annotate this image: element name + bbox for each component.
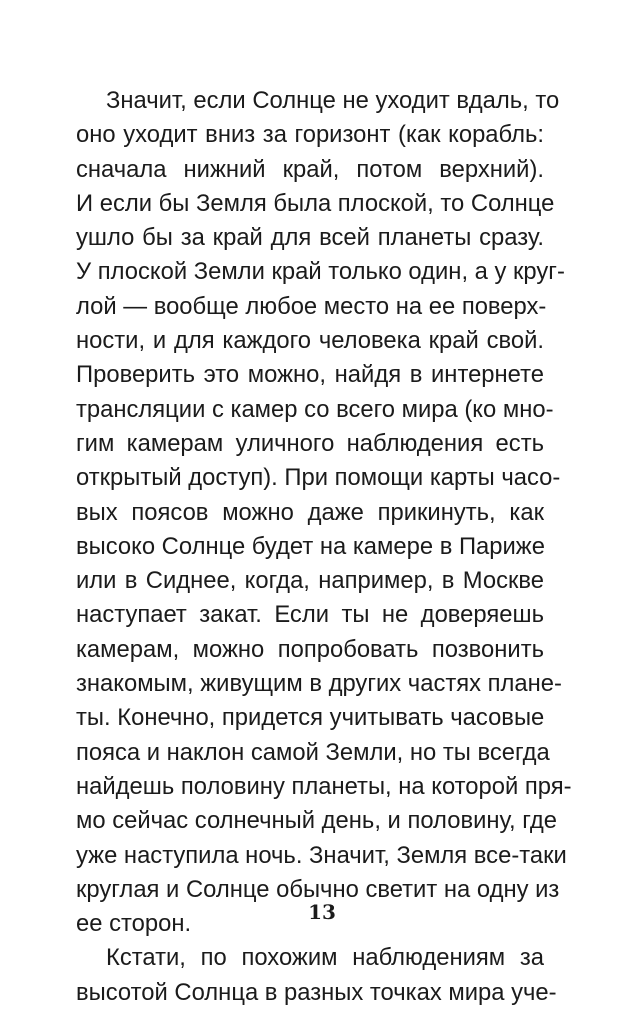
text-line: найдешь половину планеты, на которой пря- (76, 772, 572, 800)
text-line: И если бы Земля была плоской, то Солнце (76, 189, 555, 217)
text-line: Значит, если Солнце не уходит вдаль, то (106, 87, 560, 114)
text-line: открытый доступ). При помощи карты часо- (76, 464, 561, 492)
text-line: лой — вообще любое место на ее поверх- (76, 292, 547, 320)
page-number: 13 (308, 900, 336, 924)
text-line: наступает закат. Если ты не доверяешь (76, 601, 544, 629)
text-line: гим камерам уличного наблюдения есть (76, 429, 544, 457)
text-line: сначала нижний край, потом верхний). (76, 155, 544, 183)
text-line: или в Сиднее, когда, например, в Москве (76, 567, 544, 595)
text-line: высотой Солнца в разных точках мира уче- (76, 978, 557, 1006)
text-line: ты. Конечно, придется учитывать часовые (76, 704, 545, 732)
text-line: оно уходит вниз за горизонт (как корабль: (76, 121, 544, 149)
text-line: ушло бы за край для всей планеты сразу. (76, 224, 544, 252)
text-line: уже наступила ночь. Значит, Земля все-таки (76, 841, 567, 869)
text-line: вых поясов можно даже прикинуть, как (76, 498, 544, 526)
text-line: пояса и наклон самой Земли, но ты всегда (76, 738, 550, 766)
text-line: трансляции с камер со всего мира (ко мно- (76, 395, 554, 423)
text-line: знакомым, живущим в других частях плане- (76, 670, 562, 698)
body-text (76, 84, 572, 1010)
text-line: Кстати, по похожим наблюдениям за (106, 944, 544, 972)
text-line: мо сейчас солнечный день, и половину, где (76, 807, 557, 835)
text-line: камерам, можно попробовать позвонить (76, 635, 544, 663)
text-line: высоко Солнце будет на камере в Париже (76, 532, 545, 560)
text-line: ее сторон. (76, 910, 192, 938)
text-line: круглая и Солнце обычно светит на одну из (76, 875, 560, 903)
text-line: ности, и для каждого человека край свой. (76, 327, 544, 355)
text-line: Проверить это можно, найдя в интернете (76, 361, 544, 389)
text-line: У плоской Земли край только один, а у круг- (76, 258, 565, 286)
